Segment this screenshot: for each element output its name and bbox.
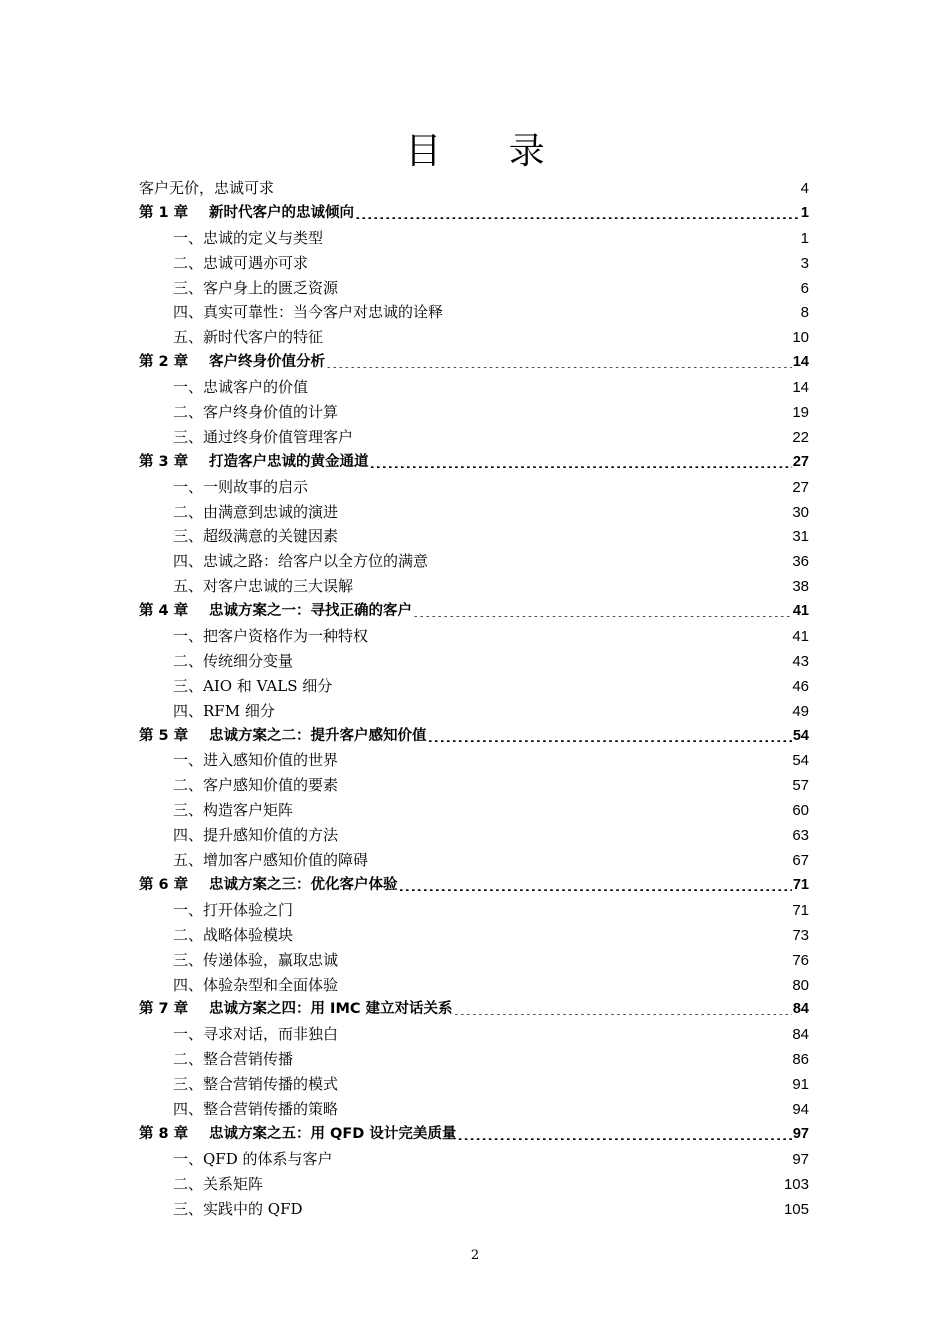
toc-entry-label: 三、AIO 和 VALS 细分 bbox=[173, 676, 333, 695]
toc-dot-leader bbox=[339, 752, 791, 767]
toc-dot-leader bbox=[333, 678, 791, 693]
toc-section-entry[interactable] bbox=[139, 699, 809, 724]
toc-section-entry[interactable] bbox=[139, 276, 809, 301]
toc-page-number: 80 bbox=[792, 976, 809, 994]
toc-entry-label: 客户终身价值分析 bbox=[209, 354, 325, 371]
toc-entry-label: 一、一则故事的启示 bbox=[173, 477, 309, 496]
toc-page-number: 71 bbox=[792, 901, 809, 919]
toc-entry-label: 四、忠诚之路：给客户以全方位的满意 bbox=[173, 552, 429, 571]
toc-entry-label: 二、客户感知价值的要素 bbox=[173, 776, 339, 795]
toc-section-entry[interactable] bbox=[139, 549, 809, 574]
toc-entry-label: 二、整合营销传播 bbox=[173, 1050, 294, 1069]
toc-chapter-entry[interactable] bbox=[139, 997, 809, 1022]
toc-entry-label: 一、QFD 的体系与客户 bbox=[173, 1149, 333, 1168]
toc-page-number: 91 bbox=[792, 1076, 809, 1094]
toc-chapter-entry[interactable] bbox=[139, 724, 809, 749]
toc-dot-leader bbox=[264, 1176, 783, 1191]
toc-page-number: 30 bbox=[792, 503, 809, 521]
toc-page-number: 3 bbox=[800, 254, 809, 272]
toc-entry-label: 一、忠诚客户的价值 bbox=[173, 378, 309, 397]
toc-page-number: 41 bbox=[792, 628, 809, 646]
toc-page-number: 54 bbox=[792, 752, 809, 770]
toc-section-entry[interactable] bbox=[139, 1197, 809, 1222]
toc-dot-leader bbox=[276, 703, 791, 718]
toc-entry-label: 五、新时代客户的特征 bbox=[173, 328, 324, 347]
page-number: 2 bbox=[470, 1248, 480, 1263]
toc-chapter-number: 第 2 章 bbox=[139, 354, 189, 371]
toc-dot-leader bbox=[294, 653, 791, 668]
toc-page-number: 43 bbox=[792, 652, 809, 670]
toc-entry-label: 四、整合营销传播的策略 bbox=[173, 1099, 339, 1118]
toc-dot-leader bbox=[413, 603, 792, 618]
toc-dot-leader bbox=[370, 453, 792, 468]
toc-dot-leader bbox=[304, 1201, 783, 1216]
toc-dot-leader bbox=[324, 329, 791, 344]
toc-section-entry[interactable] bbox=[139, 425, 809, 450]
toc-page-number: 27 bbox=[792, 453, 809, 470]
toc-dot-leader bbox=[399, 876, 792, 891]
toc-entry-label: 忠诚方案之一：寻找正确的客户 bbox=[209, 603, 412, 620]
toc-chapter-entry[interactable] bbox=[139, 1122, 809, 1147]
toc-page-number: 84 bbox=[792, 1026, 809, 1044]
toc-entry-label: 二、客户终身价值的计算 bbox=[173, 403, 339, 422]
toc-section-entry[interactable] bbox=[139, 624, 809, 649]
toc-entry-label: 二、由满意到忠诚的演进 bbox=[173, 502, 339, 521]
toc-entry-label: 二、传统细分变量 bbox=[173, 651, 294, 670]
toc-page-number: 8 bbox=[800, 304, 809, 322]
toc-page-number: 1 bbox=[800, 229, 809, 247]
toc-entry-label: 二、战略体验模块 bbox=[173, 925, 294, 944]
toc-page-number: 36 bbox=[792, 553, 809, 571]
toc-chapter-number: 第 8 章 bbox=[139, 1125, 189, 1142]
toc-entry-label: 一、忠诚的定义与类型 bbox=[173, 228, 324, 247]
toc-page-number: 63 bbox=[792, 827, 809, 845]
toc-section-entry[interactable] bbox=[139, 948, 809, 973]
toc-title: 目 录 bbox=[405, 131, 573, 172]
toc-entry-label: 四、RFM 细分 bbox=[173, 701, 275, 720]
toc-section-entry[interactable] bbox=[139, 649, 809, 674]
toc-entry-label: 一、寻求对话，而非独白 bbox=[173, 1025, 339, 1044]
toc-page-number: 41 bbox=[792, 603, 809, 620]
toc-section-entry[interactable] bbox=[139, 973, 809, 998]
toc-page-number: 19 bbox=[792, 404, 809, 422]
toc-entry-label: 五、对客户忠诚的三大误解 bbox=[173, 577, 354, 596]
toc-section-entry[interactable] bbox=[139, 1022, 809, 1047]
toc-entry-label: 三、客户身上的匮乏资源 bbox=[173, 278, 339, 297]
toc-section-entry[interactable] bbox=[139, 1047, 809, 1072]
toc-dot-leader bbox=[294, 1051, 791, 1066]
toc-entry-label: 打造客户忠诚的黄金通道 bbox=[209, 453, 369, 470]
toc-dot-leader bbox=[309, 379, 791, 394]
toc-page-number: 94 bbox=[792, 1100, 809, 1118]
toc-section-entry[interactable] bbox=[139, 773, 809, 798]
toc-page-number: 14 bbox=[792, 379, 809, 397]
toc-page-number: 54 bbox=[792, 727, 809, 744]
toc-page-number: 60 bbox=[792, 802, 809, 820]
toc-page-number: 86 bbox=[792, 1051, 809, 1069]
toc-entry-label: 一、把客户资格作为一种特权 bbox=[173, 627, 369, 646]
toc-dot-leader bbox=[324, 230, 800, 245]
toc-dot-leader bbox=[339, 952, 791, 967]
toc-section-entry[interactable] bbox=[139, 1097, 809, 1122]
toc-page-number: 105 bbox=[783, 1200, 809, 1218]
toc-chapter-number: 第 7 章 bbox=[139, 1001, 189, 1018]
toc-entry-label: 四、真实可靠性：当今客户对忠诚的诠释 bbox=[173, 303, 444, 322]
toc-dot-leader bbox=[339, 827, 791, 842]
toc-dot-leader bbox=[334, 1151, 792, 1166]
toc-entry-label: 忠诚方案之五：用 QFD 设计完美质量 bbox=[209, 1125, 457, 1142]
toc-entry-label: 忠诚方案之四：用 IMC 建立对话关系 bbox=[209, 1001, 453, 1018]
toc-dot-leader bbox=[339, 1026, 791, 1041]
toc-section-entry[interactable] bbox=[139, 475, 809, 500]
toc-page-number: 27 bbox=[792, 478, 809, 496]
toc-chapter-entry[interactable] bbox=[139, 450, 809, 475]
toc-dot-leader bbox=[457, 1125, 791, 1140]
toc-section-entry[interactable] bbox=[139, 400, 809, 425]
toc-chapter-number: 第 6 章 bbox=[139, 876, 189, 893]
toc-page-number: 84 bbox=[792, 1001, 809, 1018]
toc-chapter-entry[interactable] bbox=[139, 201, 809, 226]
toc-section-entry[interactable] bbox=[139, 524, 809, 549]
toc-page-number: 10 bbox=[792, 329, 809, 347]
toc-dot-leader bbox=[339, 280, 800, 295]
toc-page-number: 103 bbox=[783, 1175, 809, 1193]
toc-dot-leader bbox=[354, 429, 791, 444]
toc-dot-leader bbox=[294, 927, 791, 942]
toc-dot-leader bbox=[369, 852, 791, 867]
toc-entry-label: 一、打开体验之门 bbox=[173, 900, 294, 919]
toc-section-entry[interactable] bbox=[139, 848, 809, 873]
toc-chapter-number: 第 1 章 bbox=[139, 204, 189, 221]
toc-section-entry[interactable] bbox=[139, 300, 809, 325]
toc-page-number: 4 bbox=[800, 180, 809, 197]
toc-page-number: 14 bbox=[792, 354, 809, 371]
toc-section-entry[interactable] bbox=[139, 748, 809, 773]
toc-entry-label: 三、传递体验，赢取忠诚 bbox=[173, 950, 339, 969]
toc-page-number: 73 bbox=[792, 926, 809, 944]
toc-dot-leader bbox=[355, 204, 800, 219]
toc-page-number: 71 bbox=[792, 876, 809, 893]
toc-dot-leader bbox=[309, 255, 800, 270]
toc-page-number: 46 bbox=[792, 677, 809, 695]
toc-chapter-number: 第 4 章 bbox=[139, 603, 189, 620]
toc-section-entry[interactable] bbox=[139, 251, 809, 276]
toc-dot-leader bbox=[339, 504, 791, 519]
toc-entry-label: 三、通过终身价值管理客户 bbox=[173, 427, 354, 446]
table-of-contents bbox=[139, 176, 809, 1221]
toc-entry-label: 三、超级满意的关键因素 bbox=[173, 527, 339, 546]
toc-dot-leader bbox=[339, 1101, 791, 1116]
toc-entry-label: 五、增加客户感知价值的障碍 bbox=[173, 851, 369, 870]
toc-dot-leader bbox=[339, 528, 791, 543]
toc-entry-label: 二、忠诚可遇亦可求 bbox=[173, 253, 309, 272]
toc-section-entry[interactable] bbox=[139, 798, 809, 823]
toc-dot-leader bbox=[294, 902, 791, 917]
toc-section-entry[interactable] bbox=[139, 823, 809, 848]
toc-page-number: 97 bbox=[792, 1150, 809, 1168]
toc-dot-leader bbox=[339, 1076, 791, 1091]
toc-page-number: 57 bbox=[792, 777, 809, 795]
toc-section-entry[interactable] bbox=[139, 574, 809, 599]
toc-chapter-number: 第 3 章 bbox=[139, 453, 189, 470]
toc-chapter-entry[interactable] bbox=[139, 350, 809, 375]
toc-dot-leader bbox=[309, 479, 791, 494]
toc-section-entry[interactable] bbox=[139, 176, 809, 201]
toc-section-entry[interactable] bbox=[139, 226, 809, 251]
toc-entry-label: 客户无价，忠诚可求 bbox=[139, 179, 275, 197]
toc-section-entry[interactable] bbox=[139, 674, 809, 699]
toc-page-number: 1 bbox=[800, 204, 809, 221]
toc-chapter-number: 第 5 章 bbox=[139, 727, 189, 744]
toc-dot-leader bbox=[428, 727, 792, 742]
toc-dot-leader bbox=[444, 304, 800, 319]
toc-dot-leader bbox=[429, 553, 791, 568]
toc-entry-label: 三、实践中的 QFD bbox=[173, 1199, 303, 1218]
toc-dot-leader bbox=[369, 628, 791, 643]
toc-dot-leader bbox=[339, 777, 791, 792]
toc-page-number: 38 bbox=[792, 578, 809, 596]
toc-section-entry[interactable] bbox=[139, 1172, 809, 1197]
toc-page-number: 49 bbox=[792, 702, 809, 720]
toc-dot-leader bbox=[339, 404, 791, 419]
toc-chapter-entry[interactable] bbox=[139, 599, 809, 624]
toc-entry-label: 新时代客户的忠诚倾向 bbox=[209, 204, 354, 221]
toc-entry-label: 四、体验杂型和全面体验 bbox=[173, 975, 339, 994]
toc-page-number: 22 bbox=[792, 428, 809, 446]
toc-entry-label: 三、整合营销传播的模式 bbox=[173, 1075, 339, 1094]
toc-dot-leader bbox=[275, 180, 800, 195]
toc-page-number: 76 bbox=[792, 951, 809, 969]
toc-dot-leader bbox=[294, 802, 791, 817]
toc-dot-leader bbox=[354, 578, 791, 593]
toc-section-entry[interactable] bbox=[139, 1072, 809, 1097]
toc-section-entry[interactable] bbox=[139, 1147, 809, 1172]
toc-entry-label: 四、提升感知价值的方法 bbox=[173, 826, 339, 845]
toc-dot-leader bbox=[326, 354, 792, 369]
toc-section-entry[interactable] bbox=[139, 923, 809, 948]
toc-entry-label: 三、构造客户矩阵 bbox=[173, 801, 294, 820]
toc-entry-label: 一、进入感知价值的世界 bbox=[173, 751, 339, 770]
toc-entry-label: 忠诚方案之三：优化客户体验 bbox=[209, 876, 398, 893]
toc-section-entry[interactable] bbox=[139, 898, 809, 923]
toc-chapter-entry[interactable] bbox=[139, 873, 809, 898]
toc-page-number: 31 bbox=[792, 528, 809, 546]
toc-page-number: 67 bbox=[792, 852, 809, 870]
toc-dot-leader bbox=[339, 977, 791, 992]
toc-entry-label: 二、关系矩阵 bbox=[173, 1174, 264, 1193]
toc-section-entry[interactable] bbox=[139, 375, 809, 400]
toc-entry-label: 忠诚方案之二：提升客户感知价值 bbox=[209, 727, 427, 744]
toc-section-entry[interactable] bbox=[139, 500, 809, 525]
toc-page-number: 6 bbox=[800, 279, 809, 297]
toc-page-number: 97 bbox=[792, 1125, 809, 1142]
toc-dot-leader bbox=[454, 1001, 792, 1016]
toc-section-entry[interactable] bbox=[139, 325, 809, 350]
